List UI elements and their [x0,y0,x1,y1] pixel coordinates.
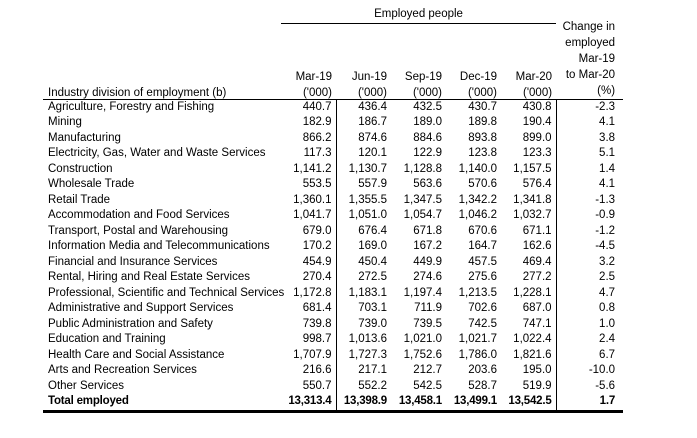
employment-table [43,2,623,413]
change-cell: 4.1 [599,178,616,190]
value-cell: 1,157.5 [501,162,556,178]
change-cell: -1.3 [595,193,616,206]
value-cell: 1,140.0 [458,162,497,175]
table-row [43,239,623,255]
table-row [43,115,623,131]
change-header-line: Mar-19 [578,52,616,65]
value-cell: 436.4 [358,100,387,113]
value-cell: 1,197.4 [403,286,442,299]
table-row [43,332,623,348]
value-cell: 899.0 [501,131,556,147]
industry-cell: Accommodation and Food Services [48,209,230,221]
industry-cell: Transport, Postal and Warehousing [48,224,229,237]
value-cell: 739.8 [281,317,336,333]
value-cell: 681.4 [281,301,336,317]
change-cell: 3.8 [599,131,616,144]
unit-label: ('000) [391,83,446,99]
value-cell: 1,752.6 [403,348,442,361]
industry-cell: Agriculture, Forestry and Fishing [48,100,215,113]
industry-cell: Financial and Insurance Services [48,255,218,268]
industry-cell: Retail Trade [48,193,111,206]
unit-label: ('000) [336,83,391,99]
change-column-header [556,2,623,99]
value-cell: 170.2 [281,239,336,255]
value-cell: 570.6 [468,178,497,190]
value-cell: 186.7 [358,116,387,128]
value-cell: 272.5 [358,271,387,283]
table-row [43,301,623,317]
industry-cell: Education and Training [48,333,166,345]
table-header [43,2,623,99]
change-cell: 4.1 [599,116,616,128]
value-cell: 13,313.4 [281,394,336,411]
value-cell: 874.6 [358,131,387,144]
table-row [43,131,623,147]
value-cell: 1,341.8 [501,193,556,209]
value-cell: 216.6 [281,363,336,379]
value-cell: 270.4 [281,270,336,286]
value-cell: 552.2 [358,379,387,392]
quarter-column-header: Mar-20 [515,71,553,83]
value-cell: 1,032.7 [501,208,556,224]
value-cell: 671.1 [501,224,556,240]
value-cell: 550.7 [281,379,336,395]
value-cell: 576.4 [501,177,556,193]
employed-people-span-header: Employed people [281,2,556,23]
total-row [43,394,623,411]
value-cell: 430.8 [501,99,556,115]
value-cell: 1,213.5 [458,286,497,299]
value-cell: 1,041.7 [281,208,336,224]
value-cell: 13,499.1 [446,394,501,411]
value-cell: 866.2 [281,131,336,147]
industry-cell: Administrative and Support Services [48,302,234,314]
quarter-column-header: Jun-19 [351,71,387,83]
value-cell: 1,046.2 [458,209,497,221]
value-cell: 702.6 [468,302,497,314]
table-row [43,146,623,162]
value-cell: 1,707.9 [281,348,336,364]
value-cell: 998.7 [281,332,336,348]
value-cell: 13,458.1 [391,394,446,411]
value-cell: 449.9 [413,255,442,268]
value-cell: 1,021.7 [458,333,497,345]
value-cell: 528.7 [468,379,497,392]
change-cell: 0.8 [599,302,616,314]
value-cell: 1,727.3 [348,348,387,361]
value-cell: 169.0 [358,240,387,252]
table-row [43,348,623,364]
change-cell: 1.7 [556,394,623,411]
change-cell: -1.2 [595,224,616,237]
industry-cell: Arts and Recreation Services [48,364,197,376]
value-cell: 676.4 [358,224,387,237]
change-cell: 2.5 [599,271,616,283]
industry-cell: Electricity, Gas, Water and Waste Services [48,147,266,159]
change-cell: 1.4 [599,162,616,175]
change-cell: -5.6 [595,379,616,392]
value-cell: 277.2 [501,270,556,286]
value-cell: 670.6 [468,224,497,237]
value-cell: 563.6 [413,178,442,190]
value-cell: 450.4 [358,255,387,268]
value-cell: 123.8 [468,147,497,159]
industry-cell: Mining [48,116,82,128]
value-cell: 711.9 [414,302,442,314]
value-cell: 519.9 [501,379,556,395]
value-cell: 469.4 [501,255,556,271]
change-cell: 5.1 [599,147,616,159]
change-cell: -2.3 [595,100,616,113]
value-cell: 123.3 [501,146,556,162]
value-cell: 182.9 [281,115,336,131]
value-cell: 167.2 [413,240,442,252]
change-cell: -10.0 [588,364,616,376]
value-cell: 1,183.1 [348,286,387,299]
industry-cell: Wholesale Trade [48,178,135,190]
change-cell: 3.2 [599,255,616,268]
industry-cell: Public Administration and Safety [48,317,213,330]
industry-cell: Information Media and Telecommunications [48,240,270,252]
value-cell: 120.1 [358,147,387,159]
change-cell: -4.5 [595,240,616,252]
quarter-column-header: Mar-19 [295,71,332,83]
table-row [43,363,623,379]
table-row [43,255,623,271]
industry-cell: Construction [48,162,113,175]
value-cell: 1,051.0 [348,209,387,221]
value-cell: 1,821.6 [501,348,556,364]
value-cell: 1,013.6 [348,333,387,345]
value-cell: 117.3 [281,146,336,162]
value-cell: 195.0 [501,363,556,379]
value-cell: 1,360.1 [281,193,336,209]
industry-cell: Other Services [48,379,125,392]
value-cell: 1,355.5 [348,193,387,206]
value-cell: 1,342.2 [458,193,497,206]
value-cell: 542.5 [413,379,442,392]
value-cell: 432.5 [413,100,442,113]
change-cell: -0.9 [595,209,616,221]
value-cell: 190.4 [501,115,556,131]
industry-cell: Manufacturing [48,131,121,144]
unit-label: ('000) [281,83,336,99]
table-row [43,270,623,286]
table-row [43,379,623,395]
industry-cell: Professional, Scientific and Technical Services [48,286,285,299]
change-cell: 4.7 [599,286,616,299]
table-row [43,162,623,178]
value-cell: 189.8 [468,116,497,128]
table-row [43,99,623,115]
change-header-line: Change in [562,20,616,33]
value-cell: 1,228.1 [501,286,556,302]
value-cell: 687.0 [501,301,556,317]
value-cell: 1,021.0 [403,333,442,345]
value-cell: 203.6 [468,364,497,376]
value-cell: 671.8 [413,224,442,237]
value-cell: 1,786.0 [458,348,497,361]
value-cell: 162.6 [501,239,556,255]
value-cell: 275.6 [468,271,497,283]
value-cell: 742.5 [468,317,497,330]
industry-cell: Rental, Hiring and Real Estate Services [48,271,250,283]
value-cell: 1,130.7 [348,162,387,175]
corner-spacer [43,2,281,23]
table-row [43,193,623,209]
value-cell: 1,054.7 [403,209,442,221]
value-cell: 739.0 [358,317,387,330]
value-cell: 553.5 [281,177,336,193]
value-cell: 893.8 [468,131,497,144]
unit-label: ('000) [501,83,556,99]
change-cell: 1.0 [599,317,616,330]
table-row [43,286,623,302]
value-cell: 430.7 [468,100,497,113]
report-page [0,2,697,438]
value-cell: 557.9 [358,178,387,190]
value-cell: 1,347.5 [403,193,442,206]
table-row [43,208,623,224]
value-cell: 703.1 [358,302,387,314]
change-header-line: employed [565,36,616,49]
value-cell: 739.5 [413,317,442,330]
total-label-cell: Total employed [43,394,281,411]
value-cell: 122.9 [413,147,442,159]
table-row [43,177,623,193]
value-cell: 164.7 [468,240,497,252]
value-cell: 212.7 [413,364,442,376]
quarter-column-header: Sep-19 [404,71,442,83]
value-cell: 1,141.2 [281,162,336,178]
change-unit-label: (%) [597,84,616,97]
value-cell: 440.7 [281,99,336,115]
value-cell: 1,172.8 [281,286,336,302]
value-cell: 747.1 [501,317,556,333]
value-cell: 217.1 [358,364,387,376]
value-cell: 884.6 [413,131,442,144]
change-header-line: to Mar-20 [565,68,616,81]
table-row [43,224,623,240]
quarter-column-header: Dec-19 [459,71,497,83]
table-body [43,99,623,411]
change-cell: 6.7 [599,348,616,361]
value-cell: 13,398.9 [336,394,391,411]
table-row [43,317,623,333]
value-cell: 457.5 [468,255,497,268]
change-cell: 2.4 [599,333,616,345]
industry-cell: Health Care and Social Assistance [48,348,225,361]
value-cell: 1,128.8 [403,162,442,175]
value-cell: 274.6 [413,271,442,283]
value-cell: 13,542.5 [501,394,556,411]
value-cell: 454.9 [281,255,336,271]
value-cell: 679.0 [281,224,336,240]
unit-label: ('000) [446,83,501,99]
value-cell: 1,022.4 [501,332,556,348]
value-cell: 189.0 [413,116,442,128]
industry-column-header: Industry division of employment (b) [43,23,281,99]
